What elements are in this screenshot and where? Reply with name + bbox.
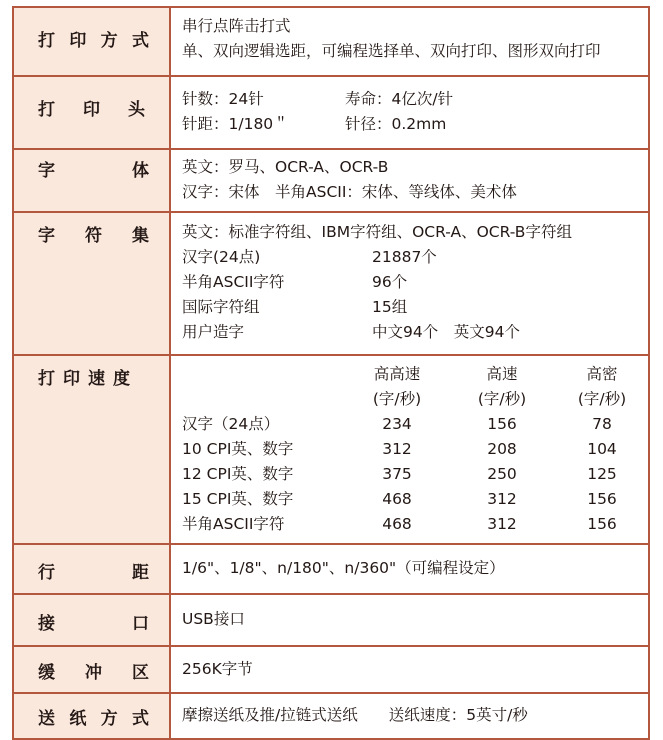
- label-cell: [13, 355, 170, 544]
- speed-unit: (字/秒): [477, 390, 527, 408]
- value-item: 汉字(24点): [182, 248, 261, 266]
- value-line: 英文：罗马、OCR-A、OCR-B: [182, 158, 389, 176]
- speed-value: 208: [487, 440, 517, 458]
- label-buffer: 缓 冲 区: [38, 663, 149, 683]
- row-print-head: [13, 76, 649, 149]
- row-print-method: [13, 7, 649, 76]
- label-cell: [13, 7, 170, 76]
- row-charset: [13, 212, 649, 355]
- value-cell: [170, 7, 649, 76]
- speed-row-name: 汉字（24点）: [182, 415, 280, 433]
- value-cell: [170, 76, 649, 149]
- row-buffer: [13, 646, 649, 693]
- speed-value: 250: [487, 465, 517, 483]
- row-paper-feed: [13, 693, 649, 739]
- label-cell: [13, 149, 170, 212]
- value-item: 国际字符组: [182, 298, 260, 316]
- value-item: 针径：0.2mm: [345, 115, 447, 133]
- label-interface: 接 口: [38, 614, 149, 634]
- speed-col-header: 高高速: [373, 365, 421, 383]
- value-line: USB接口: [182, 610, 245, 628]
- label-font: 字 体: [38, 161, 149, 181]
- value-cell: [170, 355, 649, 544]
- speed-row-name: 15 CPI英、数字: [182, 490, 294, 508]
- value-item: 针数：24针: [182, 90, 264, 108]
- row-print-speed: [13, 355, 649, 544]
- speed-value: 375: [382, 465, 412, 483]
- value-line: 汉字：宋体 半角ASCII：宋体、等线体、美术体: [182, 183, 517, 201]
- value-item: 针距：1/180＂: [182, 115, 289, 133]
- value-line: 串行点阵击打式: [182, 17, 291, 35]
- value-item: 寿命：4亿次/针: [345, 90, 454, 108]
- speed-value: 156: [587, 490, 617, 508]
- value-cell: [170, 149, 649, 212]
- row-line-spacing: [13, 544, 649, 594]
- value-cell: [170, 646, 649, 693]
- value-item: 15组: [372, 298, 408, 316]
- label-cell: [13, 646, 170, 693]
- label-line-spacing: 行 距: [38, 563, 149, 583]
- value-cell: [170, 212, 649, 355]
- speed-value: 78: [592, 415, 612, 433]
- speed-value: 156: [487, 415, 517, 433]
- speed-value: 312: [382, 440, 412, 458]
- label-charset: 字 符 集: [38, 226, 149, 246]
- label-cell: [13, 693, 170, 739]
- speed-value: 234: [382, 415, 412, 433]
- speed-row-name: 12 CPI英、数字: [182, 465, 294, 483]
- value-item: 96个: [372, 273, 408, 291]
- label-cell: [13, 212, 170, 355]
- value-line: 英文：标准字符组、IBM字符组、OCR-A、OCR-B字符组: [182, 223, 572, 241]
- speed-unit: (字/秒): [372, 390, 422, 408]
- value-cell: [170, 544, 649, 594]
- speed-row-name: 10 CPI英、数字: [182, 440, 294, 458]
- label-paper-feed: 送 纸 方 式: [38, 709, 149, 729]
- value-line: 256K字节: [182, 660, 253, 678]
- row-interface: [13, 594, 649, 646]
- speed-col-header: 高速: [486, 365, 518, 383]
- value-cell: [170, 594, 649, 646]
- speed-row-name: 半角ASCII字符: [182, 515, 285, 533]
- spec-table: [12, 6, 650, 740]
- value-item: 用户造字: [182, 323, 245, 341]
- label-print-method: 打 印 方 式: [38, 31, 149, 51]
- label-print-speed: 打 印 速 度: [38, 369, 130, 389]
- value-line: 单、双向逻辑选距，可编程选择单、双向打印、图形双向打印: [182, 42, 601, 60]
- speed-value: 156: [587, 515, 617, 533]
- speed-table: [182, 362, 648, 537]
- label-cell: [13, 544, 170, 594]
- speed-value: 125: [587, 465, 617, 483]
- speed-unit: (字/秒): [577, 390, 627, 408]
- value-line: 1/6"、1/8"、n/180"、n/360"（可编程设定）: [182, 559, 505, 577]
- speed-value: 468: [382, 490, 412, 508]
- speed-value: 104: [587, 440, 617, 458]
- speed-col-header: 高密: [586, 365, 618, 383]
- label-print-head: 打 印 头: [38, 100, 145, 120]
- value-cell: [170, 693, 649, 739]
- value-line: 摩擦送纸及推/拉链式送纸 送纸速度：5英寸/秒: [182, 706, 528, 724]
- value-item: 中文94个 英文94个: [372, 323, 520, 341]
- speed-value: 468: [382, 515, 412, 533]
- label-cell: [13, 76, 170, 149]
- speed-value: 312: [487, 490, 517, 508]
- label-cell: [13, 594, 170, 646]
- value-item: 21887个: [372, 248, 437, 266]
- speed-value: 312: [487, 515, 517, 533]
- value-item: 半角ASCII字符: [182, 273, 285, 291]
- row-font: [13, 149, 649, 212]
